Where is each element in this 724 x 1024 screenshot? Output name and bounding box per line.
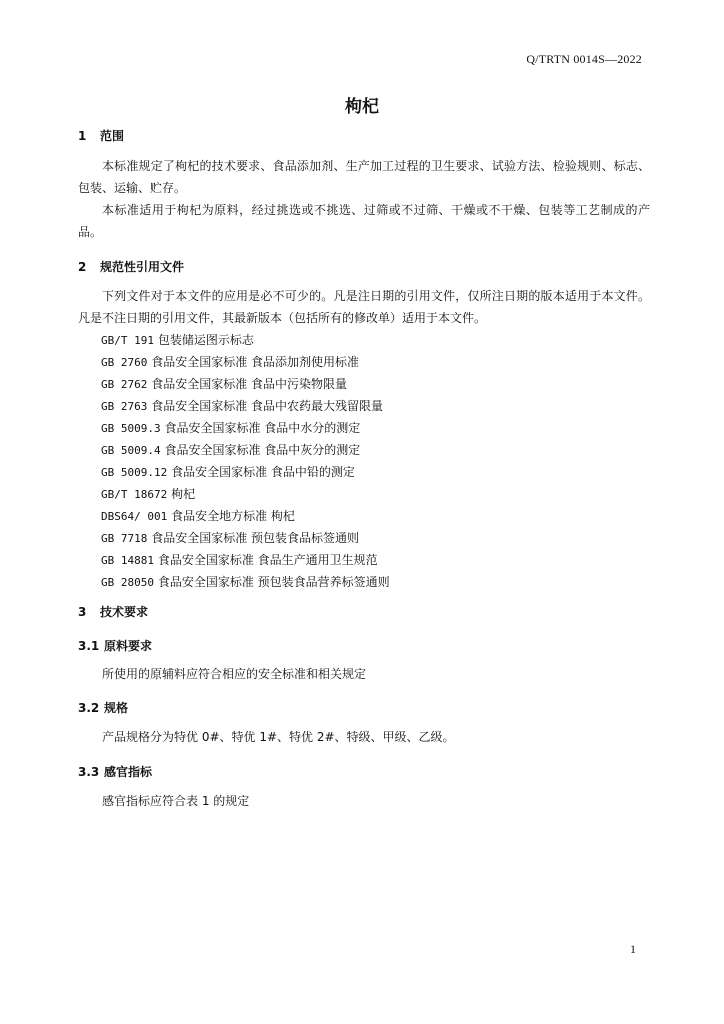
- reference-name: 食品安全国家标准 食品中农药最大残留限量: [151, 399, 384, 413]
- reference-name: 食品安全国家标准 食品中水分的测定: [164, 421, 361, 435]
- reference-item: [101, 461, 390, 483]
- reference-code: GB 5009.4: [101, 444, 161, 457]
- reference-name: 食品安全国家标准 食品生产通用卫生规范: [157, 553, 378, 567]
- reference-item: [101, 329, 390, 351]
- reference-item: [101, 549, 390, 571]
- reference-name: 食品安全地方标准 枸杞: [171, 509, 295, 523]
- reference-code: GB 2760: [101, 356, 148, 369]
- reference-item: [101, 439, 390, 461]
- reference-name: 枸杞: [171, 487, 196, 501]
- reference-code: GB/T 18672: [101, 488, 168, 501]
- section-3-2-heading: [78, 699, 128, 716]
- section-3-heading: [78, 603, 148, 620]
- page-number: 1: [630, 942, 636, 956]
- reference-code: DBS64/ 001: [101, 510, 168, 523]
- references-intro: 下列文件对于本文件的应用是必不可少的。凡是注日期的引用文件，仅所注日期的版本适用于本文件。凡是不注日期的引用文件，其最新版本（包括所有的修改单）适用于本文件。: [78, 289, 650, 325]
- section-number: 3.2: [78, 701, 100, 715]
- raw-material-requirement: 所使用的原辅料应符合相应的安全标准和相关规定: [102, 667, 367, 681]
- reference-item: [101, 373, 390, 395]
- reference-name: 食品安全国家标准 食品中污染物限量: [151, 377, 348, 391]
- section-title: 规格: [104, 701, 129, 715]
- reference-code: GB/T 191: [101, 334, 154, 347]
- section-3-3-heading: [78, 763, 152, 780]
- section-3-1-heading: [78, 637, 152, 654]
- reference-item: [101, 527, 390, 549]
- section-2-heading: [78, 258, 184, 275]
- reference-name: 包装储运图示标志: [157, 333, 254, 347]
- reference-item: [101, 395, 390, 417]
- section-title: 感官指标: [104, 765, 153, 779]
- reference-item: [101, 505, 390, 527]
- specification-text: 产品规格分为特优 0#、特优 1#、特优 2#、特级、甲级、乙级。: [102, 730, 455, 744]
- document-title: 枸杞: [345, 97, 379, 117]
- section-title: 规范性引用文件: [100, 260, 185, 274]
- reference-item: [101, 483, 390, 505]
- reference-code: GB 2762: [101, 378, 148, 391]
- reference-name: 食品安全国家标准 食品中铅的测定: [171, 465, 355, 479]
- section-title: 原料要求: [104, 639, 153, 653]
- reference-list: [101, 329, 390, 593]
- reference-code: GB 5009.12: [101, 466, 168, 479]
- reference-item: [101, 417, 390, 439]
- scope-paragraph-2: 本标准适用于枸杞为原料，经过挑选或不挑选、过筛或不过筛、干燥或不干燥、包装等工艺制成的产品。: [78, 203, 650, 239]
- section-number: 3.3: [78, 765, 100, 779]
- reference-name: 食品安全国家标准 食品添加剂使用标准: [151, 355, 360, 369]
- section-number: 3.1: [78, 639, 100, 653]
- section-title: 范围: [100, 129, 125, 143]
- reference-code: GB 2763: [101, 400, 148, 413]
- reference-name: 食品安全国家标准 食品中灰分的测定: [164, 443, 361, 457]
- section-title: 技术要求: [100, 605, 149, 619]
- section-number: 3: [78, 605, 87, 619]
- reference-item: [101, 571, 390, 593]
- reference-code: GB 28050: [101, 576, 154, 589]
- section-number: 1: [78, 129, 87, 143]
- reference-code: GB 5009.3: [101, 422, 161, 435]
- reference-code: GB 14881: [101, 554, 154, 567]
- standard-code: Q/TRTN 0014S—2022: [526, 52, 642, 66]
- section-1-heading: [78, 127, 124, 144]
- reference-name: 食品安全国家标准 预包装食品标签通则: [151, 531, 360, 545]
- section-number: 2: [78, 260, 87, 274]
- sensory-indicator-text: 感官指标应符合表 1 的规定: [102, 794, 250, 808]
- reference-name: 食品安全国家标准 预包装食品营养标签通则: [157, 575, 390, 589]
- scope-paragraph-1: 本标准规定了枸杞的技术要求、食品添加剂、生产加工过程的卫生要求、试验方法、检验规则、标志、包装、运输、贮存。: [78, 159, 650, 195]
- reference-item: [101, 351, 390, 373]
- reference-code: GB 7718: [101, 532, 148, 545]
